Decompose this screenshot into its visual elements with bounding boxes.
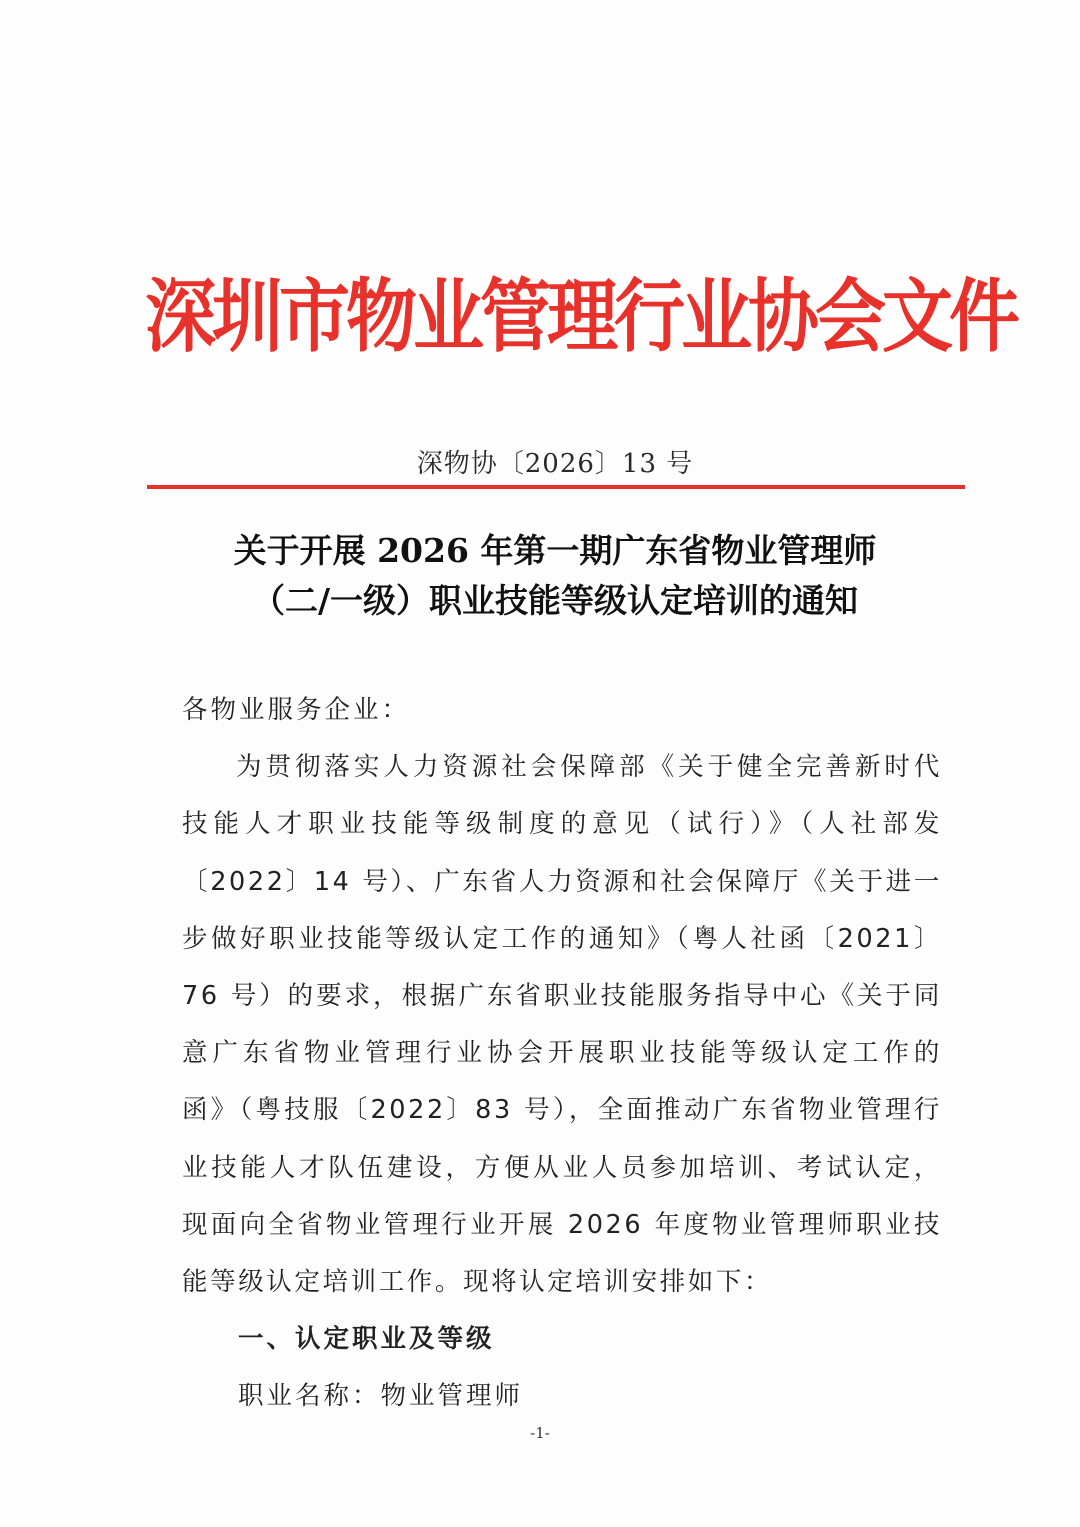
masthead-title: 深圳市物业管理行业协会文件 [145,268,1017,363]
red-divider-line [147,485,965,489]
paragraph-line: 为贯彻落实人力资源社会保障部《关于健全完善新时代 [236,752,942,783]
paragraph-line: 76 号）的要求，根据广东省职业技能服务指导中心《关于同 [182,980,942,1011]
paragraph-line: 现面向全省物业管理行业开展 2026 年度物业管理师职业技 [182,1209,942,1240]
paragraph-line: 能等级认定培训工作。现将认定培训安排如下： [182,1266,773,1297]
notice-body [182,688,942,1431]
notice-title-line-1: 关于开展 2026 年第一期广东省物业管理师 [233,531,877,570]
paragraph-line: 意广东省物业管理行业协会开展职业技能等级认定工作的 [182,1038,942,1069]
section-heading: 一、认定职业及等级 [238,1324,495,1355]
paragraph-line: 业技能人才队伍建设，方便从业人员参加培训、考试认定， [182,1152,942,1183]
paragraph-line: 步做好职业技能等级认定工作的通知》（粤人社函〔2021〕 [182,923,942,954]
page-number: -1- [530,1424,550,1442]
paragraph-line: 〔2022〕14 号）、广东省人力资源和社会保障厅《关于进一 [182,866,942,897]
paragraph-line: 技能人才职业技能等级制度的意见（试行）》（人社部发 [182,809,942,840]
occupation-name: 职业名称：物业管理师 [238,1381,524,1412]
salutation: 各物业服务企业： [182,695,411,725]
notice-title [100,526,1010,626]
paragraph-line: 函》（粤技服〔2022〕83 号），全面推动广东省物业管理行 [182,1095,942,1126]
notice-title-line-2: （二/一级）职业技能等级认定培训的通知 [251,581,859,620]
document-number: 深物协〔2026〕13 号 [416,449,694,479]
